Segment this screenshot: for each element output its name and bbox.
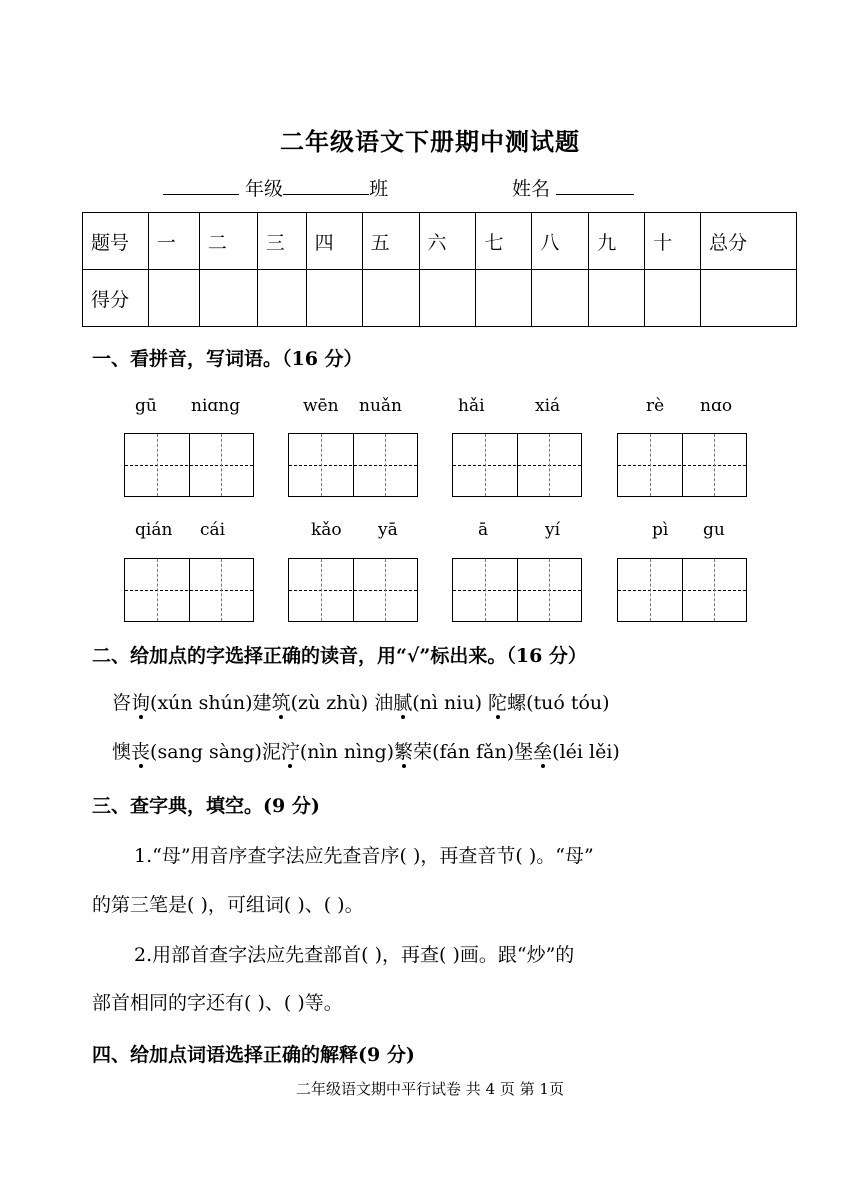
reading-row-1 [112,688,610,715]
score-header-cell: 二 [199,213,257,270]
score-cell[interactable] [362,270,419,327]
reading-options[interactable]: (zù zhù) [290,692,369,714]
score-cell[interactable] [306,270,362,327]
reading-options[interactable]: (fán fǎn) [432,741,515,763]
reading-options[interactable]: (xún shún) [150,692,253,714]
section-2-heading: 二、给加点的字选择正确的读音，用“√”标出来。（16 分） [92,645,587,667]
score-header-cell: 一 [148,213,199,270]
score-cell[interactable] [148,270,199,327]
pinyin: yā [378,520,398,540]
score-cell[interactable] [645,270,701,327]
question-3-2-line-2: 部首相同的字还有( )、( )等。 [92,992,343,1014]
pinyin: ā [478,520,489,540]
question-3-1-line-2: 的第三笔是( )，可组词( )、( )。 [92,894,364,916]
score-header-cell: 八 [532,213,589,270]
score-cell[interactable] [257,270,306,327]
score-header-cell: 六 [419,213,476,270]
score-cell[interactable] [199,270,257,327]
score-header-row [83,213,797,270]
pinyin: kǎo [311,520,342,540]
grade-field [163,174,388,201]
score-value-row [83,270,797,327]
section-3-heading: 三、查字典，填空。(9 分) [92,795,320,817]
writing-grid[interactable] [288,558,418,622]
score-cell[interactable] [701,270,797,327]
name-field [512,174,634,201]
word-item: 懊丧(sang sàng) [112,741,262,763]
word-item: 繁荣(fán fǎn) [394,741,514,763]
writing-grid[interactable] [288,433,418,497]
section-1-heading: 一、看拼音，写词语。（16 分） [92,348,363,370]
writing-grid[interactable] [452,433,582,497]
pinyin: yí [545,520,561,540]
pinyin: xiá [535,396,561,416]
word-item: 建筑(zù zhù) [253,692,369,714]
section-4-heading: 四、给加点词语选择正确的解释(9 分) [92,1044,415,1066]
score-header-cell: 九 [589,213,645,270]
word-item: 油腻(nì niu) [374,692,482,714]
grade-blank[interactable] [163,176,239,195]
reading-options[interactable]: (sang sàng) [150,741,262,763]
pinyin: nuǎn [359,396,402,416]
score-cell[interactable] [419,270,476,327]
name-blank[interactable] [556,176,634,195]
pinyin: nɑo [700,396,733,416]
score-header-cell: 四 [306,213,362,270]
score-row-label: 得分 [83,270,149,327]
score-cell[interactable] [589,270,645,327]
reading-options[interactable]: (nìn nìng) [299,741,395,763]
reading-options[interactable]: (nì niu) [412,692,482,714]
reading-row-2 [112,737,620,764]
score-table [82,212,797,327]
word-item: 堡垒(léi lěi) [514,741,620,763]
score-header-cell: 七 [476,213,532,270]
pinyin: rè [646,396,665,416]
word-item: 陀螺(tuó tóu) [488,692,610,714]
reading-options[interactable]: (tuó tóu) [526,692,610,714]
pinyin: hǎi [458,396,485,416]
writing-grid[interactable] [617,433,747,497]
writing-grid[interactable] [617,558,747,622]
pinyin: qián [135,520,173,540]
writing-grid[interactable] [124,433,254,497]
score-header-cell: 五 [362,213,419,270]
question-3-1-line-1: 1.“母”用音序查字法应先查音序( )，再查音节( )。“母” [134,845,594,867]
word-item: 咨询(xún shún) [112,692,253,714]
page-footer: 二年级语文期中平行试卷 共 4 页 第 1页 [296,1080,564,1098]
score-header-cell: 题号 [83,213,149,270]
page-title: 二年级语文下册期中测试题 [280,127,580,156]
score-header-cell: 三 [257,213,306,270]
reading-options[interactable]: (léi lěi) [552,741,620,763]
writing-grid[interactable] [452,558,582,622]
pinyin: niɑng [191,396,241,416]
name-label: 姓名 [512,178,551,200]
class-blank[interactable] [283,176,369,195]
question-3-2-line-1: 2.用部首查字法应先查部首( )，再查( )画。跟“炒”的 [134,944,575,966]
pinyin: gu [703,520,725,540]
class-label: 班 [369,178,389,200]
grade-label: 年级 [245,178,284,200]
pinyin: wēn [303,396,339,416]
pinyin: gū [135,396,157,416]
pinyin: pì [652,520,669,540]
score-header-cell: 总分 [701,213,797,270]
score-cell[interactable] [476,270,532,327]
pinyin: cái [200,520,226,540]
score-header-cell: 十 [645,213,701,270]
word-item: 泥泞(nìn nìng) [262,741,394,763]
writing-grid[interactable] [124,558,254,622]
score-cell[interactable] [532,270,589,327]
